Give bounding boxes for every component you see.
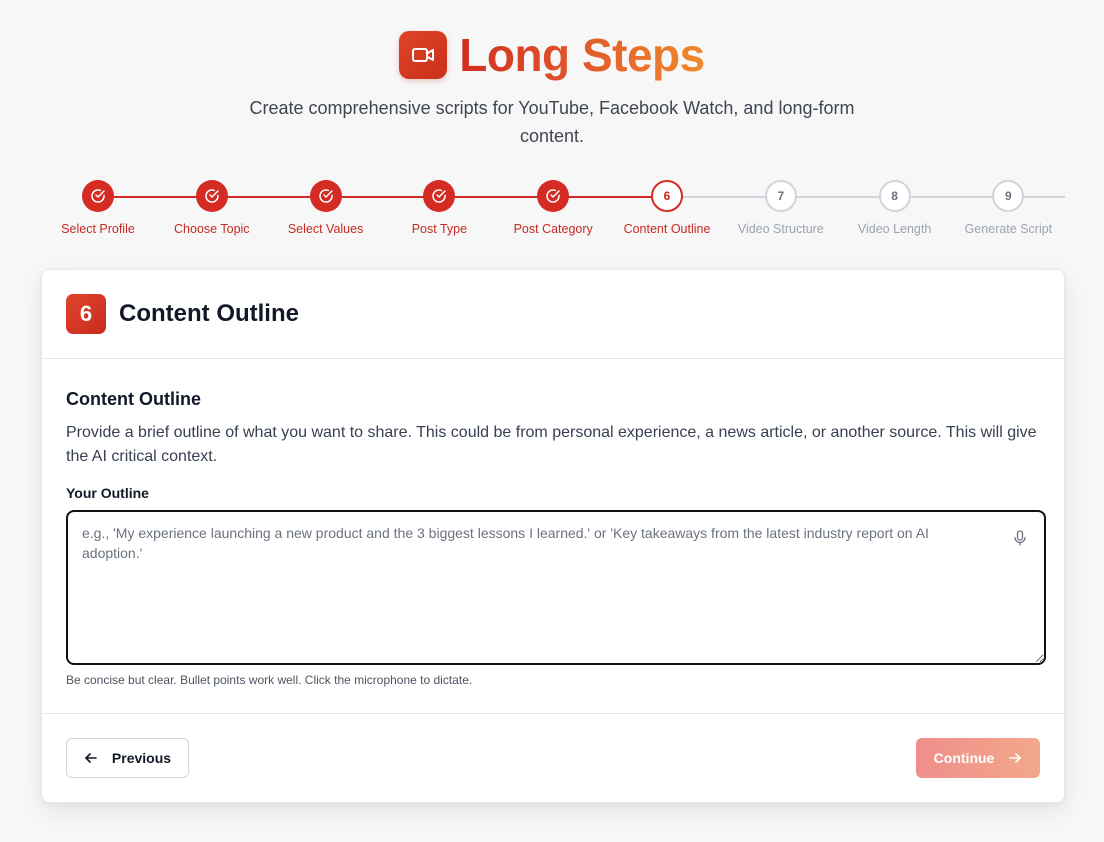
step-label: Select Values	[287, 222, 364, 236]
card-title: Content Outline	[119, 300, 299, 327]
step-2[interactable]	[155, 180, 269, 236]
step-card	[41, 269, 1065, 803]
step-label: Post Type	[411, 222, 468, 236]
step-number: 7	[765, 180, 797, 212]
arrow-right-icon	[1008, 751, 1022, 765]
step-7[interactable]	[724, 180, 838, 236]
microphone-icon[interactable]	[1012, 529, 1028, 547]
brand-header	[0, 28, 1104, 82]
continue-button[interactable]	[916, 738, 1040, 778]
step-3[interactable]	[269, 180, 383, 236]
check-circle-icon	[423, 180, 455, 212]
step-1[interactable]	[41, 180, 155, 236]
step-5[interactable]	[496, 180, 610, 236]
step-4[interactable]	[382, 180, 496, 236]
continue-button-label: Continue	[933, 750, 995, 766]
section-title: Content Outline	[66, 389, 201, 409]
step-number: 6	[651, 180, 683, 212]
outline-field-wrapper	[66, 510, 1046, 665]
step-9[interactable]	[951, 180, 1065, 236]
step-6[interactable]	[610, 180, 724, 236]
outline-field-label: Your Outline	[66, 485, 149, 501]
video-camera-icon	[399, 31, 447, 79]
check-circle-icon	[82, 180, 114, 212]
step-number-badge: 6	[66, 294, 106, 334]
step-number: 9	[992, 180, 1024, 212]
card-header	[42, 270, 1064, 359]
check-circle-icon	[310, 180, 342, 212]
section-description: Provide a brief outline of what you want to share. This could be from personal experience, a news article, or another source. This will give the AI critical context.	[66, 424, 1037, 465]
previous-button-label: Previous	[111, 750, 172, 766]
app-title: Long Steps	[459, 29, 705, 81]
previous-button[interactable]	[66, 738, 189, 778]
step-label: Post Category	[513, 222, 593, 236]
card-footer	[42, 713, 1064, 802]
check-circle-icon	[196, 180, 228, 212]
step-label: Video Structure	[737, 222, 824, 236]
step-label: Select Profile	[61, 222, 135, 236]
step-label: Video Length	[857, 222, 932, 236]
outline-textarea[interactable]	[66, 510, 1046, 665]
step-8[interactable]	[838, 180, 952, 236]
check-circle-icon	[537, 180, 569, 212]
outline-helper-text: Be concise but clear. Bullet points work well. Click the microphone to dictate.	[66, 673, 473, 687]
step-label: Choose Topic	[174, 222, 250, 236]
app-subtitle: Create comprehensive scripts for YouTube, Facebook Watch, and long-form content.	[249, 98, 855, 146]
step-number: 8	[879, 180, 911, 212]
arrow-left-icon	[84, 751, 98, 765]
card-body	[42, 359, 1064, 687]
step-label: Generate Script	[964, 222, 1053, 236]
progress-stepper	[41, 180, 1065, 240]
step-label: Content Outline	[623, 222, 711, 236]
